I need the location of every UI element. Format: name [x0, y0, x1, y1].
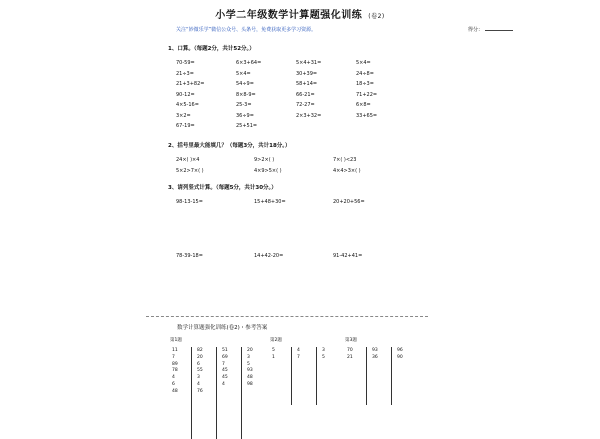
problem: 25+51=: [236, 123, 258, 129]
score-field: [468, 26, 513, 33]
section3-heading: [168, 183, 277, 191]
problem: 58+14=: [296, 81, 318, 87]
answer-column-divider: [241, 347, 242, 439]
problem: 91-42+41=: [333, 253, 363, 259]
section1-label: 1、口算。（每题2分，共计52分。）: [168, 46, 255, 52]
answer-value: 89: [172, 361, 178, 367]
answer-value: 3: [197, 375, 200, 381]
answer-value: 36: [372, 354, 378, 360]
answer-value: 1: [272, 354, 275, 360]
answer-value: 70: [347, 348, 353, 353]
answer-value: 90: [397, 354, 403, 360]
problem: 2×3+32=: [296, 112, 322, 119]
answer-group-heading: 第3题: [345, 338, 357, 343]
answer-value: 55: [197, 368, 203, 374]
score-blank: [485, 30, 513, 31]
answer-value: 78: [172, 368, 178, 374]
answer-value: 82: [197, 348, 203, 353]
answer-value: 51: [222, 348, 228, 353]
problem: 24÷8=: [356, 70, 374, 77]
answer-value: 20: [247, 348, 253, 353]
problem: 15+48+30=: [254, 199, 286, 205]
answer-value: 6: [197, 361, 200, 367]
problem: 98-13-15=: [176, 199, 203, 205]
problem: 67-19=: [176, 123, 195, 129]
answer-value: 7: [222, 361, 225, 367]
problem: 25-3=: [236, 102, 252, 108]
problem: 6×8=: [356, 102, 371, 108]
page-title: [0, 6, 600, 21]
answer-value: 4: [197, 382, 200, 387]
answer-column-divider: [291, 347, 292, 405]
answer-value: 4: [172, 375, 175, 381]
answer-value: 20: [197, 354, 203, 360]
answer-column-divider: [391, 347, 392, 405]
problem: 7×( )<23: [333, 157, 357, 163]
answer-value: 21: [347, 354, 353, 360]
answer-value: 93: [247, 368, 253, 374]
answer-value: 48: [247, 375, 253, 381]
answer-value: 7: [297, 354, 300, 360]
answer-value: 96: [397, 348, 403, 353]
problem: 14+42-20=: [254, 253, 284, 259]
answer-value: 3: [247, 354, 250, 360]
problem: 6×3+64=: [236, 60, 262, 66]
answer-value: 48: [172, 388, 178, 394]
answer-column-divider: [366, 347, 367, 405]
title-text: 小学二年级数学计算题强化训练: [215, 10, 363, 21]
problem: 9>2×( ): [254, 157, 275, 163]
section2-heading: [168, 141, 291, 149]
problem: 18÷3=: [356, 81, 374, 87]
problem: 21+3+82=: [176, 81, 205, 87]
problem: 5×4=: [236, 70, 251, 77]
answer-title: 数学计算题强化训练(卷2)・参考答案: [177, 325, 268, 331]
volume-label: (卷2): [368, 13, 385, 20]
answer-column-divider: [191, 347, 192, 439]
problem: 4×4>3×( ): [333, 168, 361, 174]
section1-heading: [168, 44, 255, 52]
problem: 4×5-16=: [176, 102, 199, 108]
answer-value: 69: [222, 354, 228, 360]
problem: 66-21=: [296, 91, 315, 98]
section3-label: 3、请列竖式计算。（每题5分，共计30分。）: [168, 185, 277, 191]
promo-notice: 关注“妙微乐学”微信公众号、头条号，免费获取更多学习资源。: [176, 27, 317, 33]
problem: 30+39=: [296, 70, 318, 77]
answer-group-heading: 第1题: [170, 338, 182, 343]
answer-value: 4: [297, 348, 300, 353]
problem: 8×8-9=: [236, 91, 256, 98]
section2-label: 2、括号里最大能填几？（每题3分，共计18分。）: [168, 143, 291, 149]
problem: 5×4=: [356, 60, 371, 66]
answer-value: 76: [197, 388, 203, 394]
problem: 5×4+31=: [296, 60, 322, 66]
problem: 4×9>5×( ): [254, 168, 282, 174]
problem: 21÷3=: [176, 70, 194, 77]
problem: 71+22=: [356, 91, 378, 98]
problem: 90-12=: [176, 91, 195, 98]
answer-value: 93: [372, 348, 378, 353]
problem: 72-27=: [296, 102, 315, 108]
problem: 33+65=: [356, 112, 378, 119]
answer-group-heading: 第2题: [270, 338, 282, 343]
answer-value: 5: [272, 348, 275, 353]
problem: 70-59=: [176, 60, 195, 66]
answer-value: 4: [222, 382, 225, 387]
answer-value: 5: [247, 361, 250, 367]
answer-value: 5: [322, 354, 325, 360]
problem: 24×( )×4: [176, 157, 200, 163]
problem: 36÷9=: [236, 112, 254, 119]
answer-value: 7: [172, 354, 175, 360]
answer-column-divider: [216, 347, 217, 439]
answer-value: 3: [322, 348, 325, 353]
answer-value: 98: [247, 382, 253, 387]
answer-value: 11: [172, 348, 178, 353]
answer-column-divider: [316, 347, 317, 405]
problem: 78-39-18=: [176, 253, 203, 259]
problem: 5×2>7×( ): [176, 168, 204, 174]
answer-value: 45: [222, 375, 228, 381]
answer-value: 6: [172, 382, 175, 387]
answer-divider: [146, 316, 428, 317]
problem: 54÷9=: [236, 81, 254, 87]
problem: 3×2=: [176, 112, 191, 119]
problem: 20+20+56=: [333, 199, 365, 205]
score-label: 得分：: [468, 27, 484, 33]
answer-value: 45: [222, 368, 228, 374]
